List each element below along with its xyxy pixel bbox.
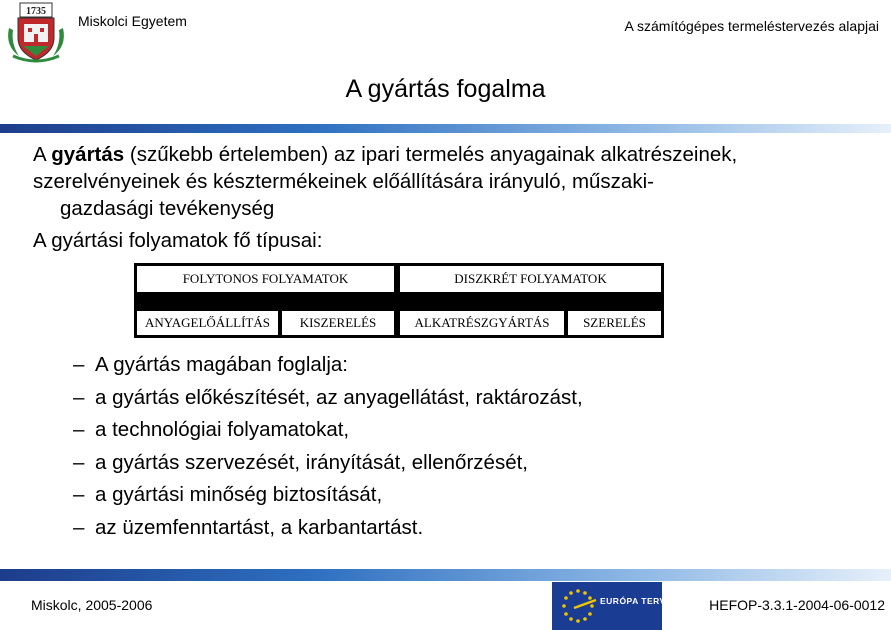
list-item: – a technológiai folyamatokat, [73,418,350,442]
list-item: – a gyártás előkészítését, az anyagellátást, raktározást, [73,385,583,409]
footer-place-date: Miskolc, 2005-2006 [31,597,153,613]
list-item: – a gyártási minőség biztosítását, [73,483,383,507]
footer-divider-band [0,569,891,581]
list-item: – A gyártás magában foglalja: [73,353,348,376]
process-types-table [134,263,664,338]
definition-line-1: A gyártás (szűkebb értelemben) az ipari termelés anyagainak alkatrészeinek, [33,143,738,166]
term-gyartas: gyártás [51,143,125,166]
slide-title: A gyártás fogalma [345,75,546,103]
packaging-cell: KISZERELÉS [282,311,394,335]
university-crest-logo [3,0,69,66]
svg-text:1735: 1735 [26,6,46,17]
list-item: – az üzemfenntartást, a karbantartást. [73,515,424,539]
assembly-cell: SZERELÉS [568,311,661,335]
europa-terv-logo [552,582,666,630]
process-types-heading: A gyártási folyamatok fő típusai: [33,229,323,252]
definition-line-2: szerelvényeinek és késztermékeinek előállítására irányuló, műszaki- [33,170,654,193]
eu-stars-icon [556,582,600,630]
definition-line-3: gazdasági tevékenység [60,197,275,220]
list-item: – a gyártás szervezését, irányítását, ellenőrzését, [73,450,528,474]
material-production-cell: ANYAGELŐÁLLÍTÁS [137,311,278,335]
continuous-processes-cell: FOLYTONOS FOLYAMATOK [137,266,394,292]
discrete-processes-cell: DISZKRÉT FOLYAMATOK [400,266,661,292]
title-divider-band [0,124,891,133]
activities-list [73,349,583,545]
eu-logo-text: EURÓPA TERV [600,596,666,606]
header-course-title: A számítógépes termeléstervezés alapjai [624,18,879,34]
footer-project-code: HEFOP-3.3.1-2004-06-0012 [709,597,885,613]
header-institution: Miskolci Egyetem [78,13,187,29]
part-manufacturing-cell: ALKATRÉSZGYÁRTÁS [400,311,564,335]
